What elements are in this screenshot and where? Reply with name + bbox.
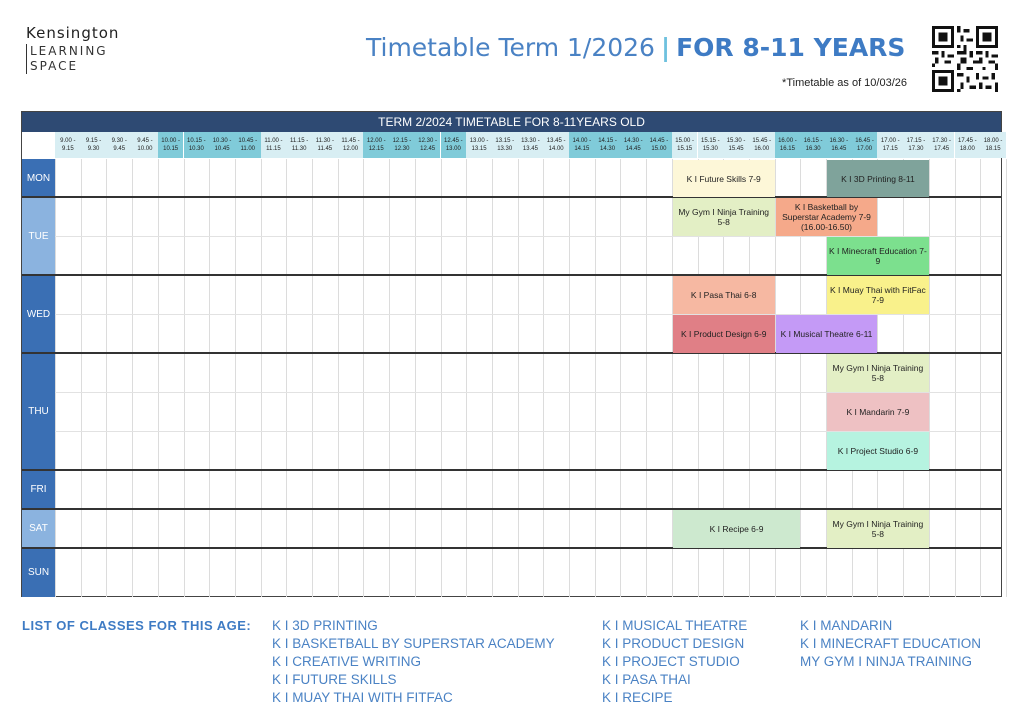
grid-column-line: [81, 159, 82, 597]
time-slot-end: 12.45: [420, 146, 436, 152]
class-block[interactable]: K I Product Design 6-9: [673, 315, 775, 353]
time-slot-start: 14.30 -: [623, 138, 643, 144]
time-slot-start: 16.00 -: [778, 138, 797, 144]
time-slot-header: [775, 132, 801, 158]
title-main: Timetable Term 1/2026: [366, 33, 655, 62]
day-label-sat: SAT: [22, 509, 55, 548]
class-list-item: K I MUSICAL THEATRE: [602, 618, 748, 633]
time-slot-end: 13.15: [471, 146, 487, 152]
time-slot-start: 14.00 -: [572, 138, 592, 144]
time-slot-start: 17.15 -: [906, 138, 926, 144]
time-slot-end: 17.45: [934, 146, 950, 152]
time-slot-end: 15.45: [728, 146, 744, 152]
class-list-item: K I RECIPE: [602, 690, 673, 705]
class-list-column-1: [272, 617, 555, 707]
time-slot-header: [877, 132, 903, 158]
grid-column-line: [286, 159, 287, 597]
time-slot-header: [595, 132, 621, 158]
time-slot-header: [569, 132, 595, 158]
class-block[interactable]: K I Basketball by Superstar Academy 7-9 (16.00-16.50): [776, 198, 878, 236]
class-block[interactable]: My Gym I Ninja Training 5-8: [827, 510, 929, 548]
grid-column-line: [441, 159, 442, 597]
time-slot-header: [286, 132, 312, 158]
time-slot-start: 11.00 -: [264, 138, 283, 144]
time-slot-end: 17.15: [882, 146, 898, 152]
time-slot-start: 12.30 -: [418, 138, 437, 144]
time-slot-end: 16.15: [779, 146, 795, 152]
time-slot-header: [466, 132, 492, 158]
time-slot-header: [492, 132, 518, 158]
time-slot-header: [441, 132, 467, 158]
grid-column-line: [132, 159, 133, 597]
time-slot-end: 13.45: [522, 146, 538, 152]
day-label-tue: TUE: [22, 197, 55, 275]
time-slot-header: [955, 132, 981, 158]
grid-column-line: [466, 159, 467, 597]
time-slot-start: 18.00 -: [983, 138, 1003, 144]
time-slot-start: 11.30 -: [315, 138, 334, 144]
class-block[interactable]: K I Minecraft Education 7-9: [827, 237, 929, 275]
class-block[interactable]: K I Musical Theatre 6-11: [776, 315, 878, 353]
grid-column-line: [569, 159, 570, 597]
time-slot-header: [826, 132, 852, 158]
class-list-item: MY GYM I NINJA TRAINING: [800, 654, 973, 669]
time-slot-end: 14.15: [574, 146, 590, 152]
timetable-grid: [21, 111, 1002, 597]
time-slot-start: 14.15 -: [598, 138, 617, 144]
time-slot-end: 12.00: [343, 146, 359, 152]
class-list-heading: LIST OF CLASSES FOR THIS AGE:: [22, 618, 252, 633]
time-slot-start: 13.00 -: [469, 138, 489, 144]
grid-column-line: [415, 159, 416, 597]
time-slot-start: 12.00 -: [366, 138, 386, 144]
time-slot-end: 11.30: [291, 146, 307, 152]
class-block[interactable]: K I Future Skills 7-9: [673, 160, 775, 197]
time-slot-end: 13.00: [445, 146, 461, 152]
time-slot-end: 11.00: [240, 146, 256, 152]
class-list-item: K I FUTURE SKILLS: [272, 672, 397, 687]
title-age: FOR 8-11 YEARS: [676, 33, 906, 62]
time-slot-end: 18.00: [959, 146, 975, 152]
time-slot-start: 16.30 -: [829, 138, 849, 144]
time-slot-start: 16.15 -: [803, 138, 823, 144]
grid-column-line: [312, 159, 313, 597]
grid-column-line: [980, 159, 981, 597]
time-slot-header: [184, 132, 210, 158]
logo-line-3: SPACE: [30, 59, 79, 73]
time-slot-start: 12.45 -: [444, 138, 463, 144]
class-list-column-2: [602, 617, 747, 707]
time-slot-start: 17.45 -: [958, 138, 977, 144]
time-slot-end: 16.30: [805, 146, 821, 152]
time-slot-start: 10.45 -: [238, 138, 258, 144]
time-slot-end: 10.15: [163, 146, 179, 152]
time-slot-start: 11.45 -: [341, 138, 360, 144]
day-label-fri: FRI: [22, 470, 55, 509]
time-slot-end: 9.30: [87, 146, 100, 152]
time-slot-header: [415, 132, 441, 158]
time-slot-end: 10.00: [137, 146, 153, 152]
time-slot-start: 13.30 -: [521, 138, 540, 144]
time-slot-header: [672, 132, 698, 158]
time-slot-start: 16.45 -: [855, 138, 874, 144]
time-slot-header: [158, 132, 184, 158]
qr-code-icon: [932, 26, 998, 92]
time-slot-end: 9.15: [62, 146, 74, 152]
grid-column-line: [158, 159, 159, 597]
time-slot-end: 15.30: [702, 146, 718, 152]
logo-line-2: LEARNING: [30, 44, 108, 58]
time-slot-header: [800, 132, 826, 158]
time-slot-start: 9.15 -: [85, 138, 102, 144]
day-label-mon: MON: [22, 159, 55, 197]
time-slot-header: [698, 132, 724, 158]
class-list-item: K I PROJECT STUDIO: [602, 654, 740, 669]
time-slot-header: [749, 132, 775, 158]
time-slot-header: [363, 132, 389, 158]
grid-column-line: [646, 159, 647, 597]
time-slot-start: 13.15 -: [495, 138, 515, 144]
time-slot-header: [338, 132, 364, 158]
logo-line-1: Kensington: [26, 24, 120, 42]
grid-column-line: [389, 159, 390, 597]
class-list-column-3: [800, 617, 981, 671]
class-block[interactable]: K I Muay Thai with FitFac 7-9: [827, 276, 929, 314]
class-list-item: K I 3D PRINTING: [272, 618, 378, 633]
time-slot-header: [903, 132, 929, 158]
time-slot-start: 15.30 -: [726, 138, 746, 144]
time-slot-header: [132, 132, 158, 158]
time-slot-end: 15.00: [651, 146, 667, 152]
time-slot-start: 13.45 -: [546, 138, 566, 144]
grid-column-line: [595, 159, 596, 597]
time-slot-header: [312, 132, 338, 158]
time-slot-end: 18.15: [985, 146, 1001, 152]
time-slot-start: 15.45 -: [752, 138, 772, 144]
grid-column-line: [1006, 159, 1007, 597]
title-separator: |: [660, 33, 671, 62]
time-slot-start: 10.30 -: [212, 138, 232, 144]
grid-column-line: [55, 159, 56, 597]
class-list-item: K I PRODUCT DESIGN: [602, 636, 745, 651]
class-block[interactable]: K I Mandarin 7-9: [827, 393, 929, 431]
class-list-item: K I MUAY THAI WITH FITFAC: [272, 690, 453, 705]
time-slot-header: [980, 132, 1006, 158]
class-block[interactable]: My Gym I Ninja Training 5-8: [827, 354, 929, 392]
class-list-item: K I PASA THAI: [602, 672, 691, 687]
time-slot-header: [55, 132, 81, 158]
grid-column-line: [209, 159, 210, 597]
time-slot-end: 10.30: [188, 146, 204, 152]
grid-column-line: [620, 159, 621, 597]
time-slot-header: [646, 132, 672, 158]
class-block[interactable]: K I Project Studio 6-9: [827, 432, 929, 470]
class-list-item: K I MANDARIN: [800, 618, 893, 633]
time-slot-header: [106, 132, 132, 158]
time-slot-end: 13.30: [497, 146, 513, 152]
time-slot-end: 12.30: [394, 146, 410, 152]
time-slot-end: 11.45: [317, 146, 333, 152]
time-slot-start: 15.00 -: [675, 138, 694, 144]
time-slot-header: [235, 132, 261, 158]
time-slot-header: [929, 132, 955, 158]
time-slot-end: 15.15: [677, 146, 693, 152]
class-block[interactable]: K I Recipe 6-9: [673, 510, 801, 548]
class-list-item: K I MINECRAFT EDUCATION: [800, 636, 982, 651]
page-title: [366, 33, 905, 62]
grid-column-line: [518, 159, 519, 597]
class-block[interactable]: K I 3D Printing 8-11: [827, 160, 929, 197]
time-slot-header: [261, 132, 287, 158]
time-slot-end: 16.00: [754, 146, 770, 152]
grid-column-line: [929, 159, 930, 597]
time-slot-end: 12.15: [368, 146, 384, 152]
time-slot-header: [543, 132, 569, 158]
time-slot-end: 14.45: [625, 146, 641, 152]
time-slot-start: 15.15 -: [701, 138, 720, 144]
grid-column-line: [106, 159, 107, 597]
class-block[interactable]: K I Pasa Thai 6-8: [673, 276, 775, 314]
time-slot-end: 14.00: [548, 146, 564, 152]
logo: [26, 24, 119, 74]
time-slot-header: [723, 132, 749, 158]
time-slot-end: 14.30: [600, 146, 616, 152]
time-slot-start: 12.15 -: [392, 138, 412, 144]
class-block[interactable]: My Gym I Ninja Training 5-8: [673, 198, 775, 236]
day-label-sun: SUN: [22, 548, 55, 597]
time-slot-header: [389, 132, 415, 158]
class-list-item: K I CREATIVE WRITING: [272, 654, 422, 669]
grid-column-line: [363, 159, 364, 597]
grid-column-line: [235, 159, 236, 597]
class-list-item: K I BASKETBALL BY SUPERSTAR ACADEMY: [272, 636, 555, 651]
grid-column-line: [184, 159, 185, 597]
time-slot-end: 9.45: [113, 146, 126, 152]
time-slot-end: 16.45: [831, 146, 847, 152]
time-slot-end: 11.15: [266, 146, 281, 152]
time-slot-start: 11.15 -: [290, 138, 309, 144]
logo-sub: [26, 44, 119, 74]
time-slot-start: 17.30 -: [932, 138, 951, 144]
time-slot-start: 17.00 -: [880, 138, 900, 144]
time-slot-header: [518, 132, 544, 158]
time-slot-header: [81, 132, 107, 158]
time-slot-start: 14.45 -: [649, 138, 669, 144]
time-slot-end: 17.00: [857, 146, 873, 152]
time-slot-end: 10.45: [214, 146, 230, 152]
time-slot-start: 9.00 -: [60, 138, 76, 144]
time-slot-start: 10.15 -: [187, 138, 206, 144]
grid-column-line: [338, 159, 339, 597]
grid-column-line: [261, 159, 262, 597]
time-slot-header: [852, 132, 878, 158]
time-slot-header: [209, 132, 235, 158]
day-label-thu: THU: [22, 353, 55, 470]
day-label-wed: WED: [22, 275, 55, 353]
time-slot-end: 17.30: [908, 146, 924, 152]
grid-column-line: [543, 159, 544, 597]
timetable-title: TERM 2/2024 TIMETABLE FOR 8-11YEARS OLD: [22, 112, 1001, 132]
time-slot-start: 9.45 -: [137, 138, 153, 144]
time-slot-start: 9.30 -: [111, 138, 127, 144]
grid-column-line: [955, 159, 956, 597]
as-of-date: *Timetable as of 10/03/26: [782, 77, 907, 89]
time-slot-header: [620, 132, 646, 158]
time-slot-start: 10.00 -: [161, 138, 180, 144]
grid-column-line: [492, 159, 493, 597]
